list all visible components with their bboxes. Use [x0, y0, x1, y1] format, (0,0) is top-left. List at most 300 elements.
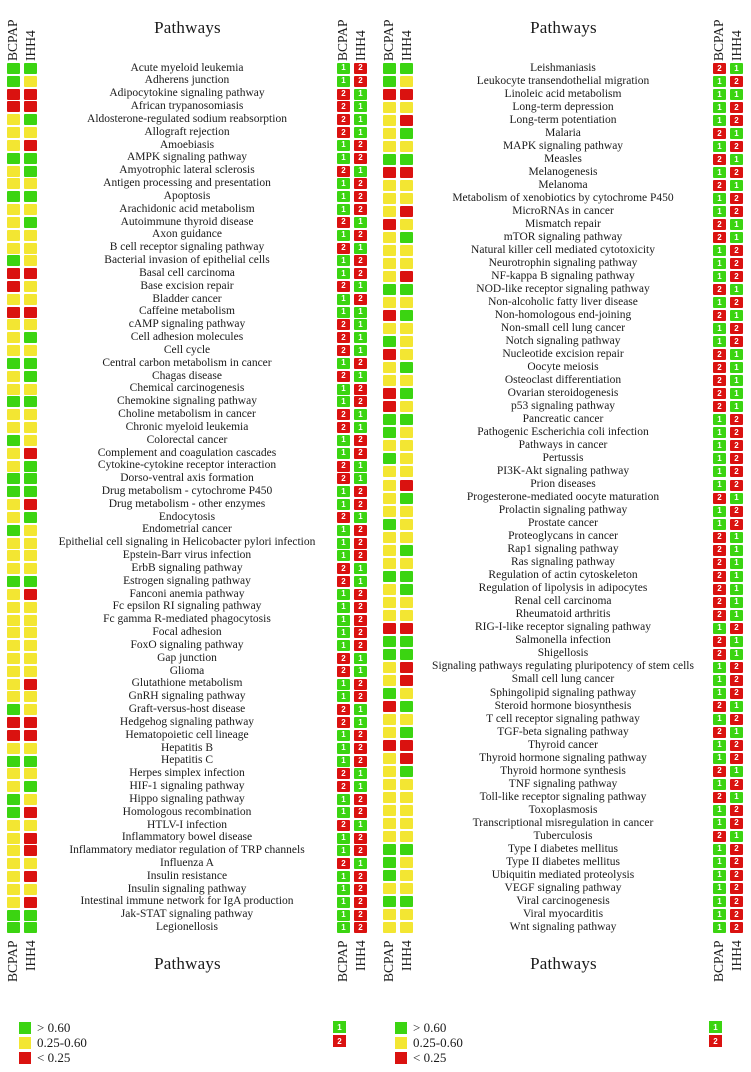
- rank-cell-pair: [713, 297, 743, 308]
- rank-cell-ihh4: 2: [730, 427, 743, 438]
- heat-cell-bcpap: [383, 453, 396, 464]
- pathway-name: Fc epsilon RI signaling pathway: [112, 600, 262, 613]
- heat-cell-bcpap: [7, 409, 20, 420]
- rank-cell-pair: [337, 640, 367, 651]
- rank-cell-pair: [713, 102, 743, 113]
- rank-cell-pair: [337, 153, 367, 164]
- pathway-row: [0, 537, 375, 550]
- pathway-row: [376, 244, 751, 257]
- rank-cell-pair: [713, 636, 743, 647]
- pathway-row: [0, 485, 375, 498]
- heat-cell-bcpap: [7, 255, 20, 266]
- pathway-row: [376, 921, 751, 934]
- heat-cell-bcpap: [383, 245, 396, 256]
- heat-cell-ihh4: [24, 499, 37, 510]
- rank-cell-pair: [337, 538, 367, 549]
- pathway-row: [0, 857, 375, 870]
- pathway-row: [376, 257, 751, 270]
- rank-cell-ihh4: 2: [730, 414, 743, 425]
- heat-cell-pair: [7, 512, 37, 523]
- pathway-row: [376, 739, 751, 752]
- pathway-row: [376, 413, 751, 426]
- heat-cell-ihh4: [400, 102, 413, 113]
- heat-cell-pair: [383, 219, 413, 230]
- heat-cell-ihh4: [24, 525, 37, 536]
- rank-cell-ihh4: 2: [730, 466, 743, 477]
- heat-cell-bcpap: [383, 323, 396, 334]
- rank-cell-ihh4: 2: [354, 730, 367, 741]
- pathway-name: Proteoglycans in cancer: [508, 530, 618, 543]
- heat-cell-bcpap: [7, 307, 20, 318]
- color-scale-legend: [19, 1020, 87, 1065]
- heat-cell-ihh4: [400, 909, 413, 920]
- heat-cell-pair: [7, 794, 37, 805]
- rank-cell-pair: [337, 178, 367, 189]
- right-rank-column-footers: [712, 940, 744, 1006]
- pathway-row: [0, 331, 375, 344]
- heat-cell-pair: [7, 615, 37, 626]
- pathway-row: [0, 280, 375, 293]
- pathway-name: Progesterone-mediated oocyte maturation: [466, 491, 660, 504]
- heat-cell-bcpap: [383, 597, 396, 608]
- rank-cell-pair: [713, 258, 743, 269]
- pathway-name: FoxO signaling pathway: [130, 638, 244, 651]
- pathway-row: [0, 62, 375, 75]
- heat-cell-ihh4: [400, 727, 413, 738]
- rank-cell-ihh4: 2: [730, 753, 743, 764]
- rank-cell-ihh4: 2: [730, 297, 743, 308]
- rank-cell-bcpap: 1: [337, 910, 350, 921]
- heat-cell-bcpap: [383, 154, 396, 165]
- heat-cell-bcpap: [383, 167, 396, 178]
- heat-cell-bcpap: [7, 653, 20, 664]
- pathway-row: [0, 75, 375, 88]
- heat-cell-pair: [7, 268, 37, 279]
- pathway-row: [376, 62, 751, 75]
- rank-cell-ihh4: 2: [354, 268, 367, 279]
- heat-cell-ihh4: [400, 362, 413, 373]
- rank-cell-bcpap: 2: [337, 461, 350, 472]
- color-scale-legend: [395, 1020, 463, 1065]
- heat-cell-pair: [7, 127, 37, 138]
- heat-cell-bcpap: [383, 545, 396, 556]
- rank-cell-bcpap: 2: [337, 653, 350, 664]
- heat-cell-pair: [7, 230, 37, 241]
- pathway-row: [0, 909, 375, 922]
- pathway-row: [376, 583, 751, 596]
- pathway-row: [376, 153, 751, 166]
- heat-cell-pair: [7, 319, 37, 330]
- pathway-row: [0, 832, 375, 845]
- rank-cell-bcpap: 1: [713, 740, 726, 751]
- rank-cell-ihh4: 1: [354, 576, 367, 587]
- column-footer-ihh4: IHH4: [399, 940, 414, 971]
- heat-cell-ihh4: [400, 701, 413, 712]
- legend-label: < 0.25: [37, 1050, 71, 1065]
- pathway-row: [0, 88, 375, 101]
- column-footer-bcpap: BCPAP: [711, 940, 726, 982]
- rank-cell-ihh4: 2: [730, 506, 743, 517]
- pathway-name: GnRH signaling pathway: [128, 690, 246, 703]
- pathway-name: ErbB signaling pathway: [131, 561, 243, 574]
- heat-cell-bcpap: [7, 191, 20, 202]
- column-header-ihh4: IHH4: [23, 30, 38, 61]
- pathway-name: Legionellosis: [156, 921, 218, 934]
- heat-cell-ihh4: [24, 448, 37, 459]
- pathway-row: [376, 687, 751, 700]
- rank-cell-ihh4: 2: [354, 922, 367, 933]
- heat-cell-bcpap: [383, 115, 396, 126]
- pathway-row: [376, 309, 751, 322]
- rank-cell-bcpap: 2: [337, 563, 350, 574]
- column-footer-bcpap: BCPAP: [335, 940, 350, 982]
- pathway-row: [376, 609, 751, 622]
- rank-cell-bcpap: 2: [713, 375, 726, 386]
- rank-cell-bcpap: 2: [337, 781, 350, 792]
- heat-cell-ihh4: [24, 756, 37, 767]
- rank-cell-ihh4: 2: [730, 675, 743, 686]
- rank-cell-bcpap: 1: [713, 193, 726, 204]
- rank-cell-ihh4: 2: [730, 909, 743, 920]
- pathway-row: [376, 479, 751, 492]
- heat-cell-pair: [383, 440, 413, 451]
- pathway-name: Viral carcinogenesis: [516, 894, 610, 907]
- heat-cell-bcpap: [383, 63, 396, 74]
- heat-cell-pair: [383, 284, 413, 295]
- left-heat-column-headers: [6, 1, 38, 61]
- heat-cell-pair: [7, 910, 37, 921]
- heat-cell-ihh4: [400, 427, 413, 438]
- rank-cell-ihh4: 2: [354, 897, 367, 908]
- heat-cell-pair: [383, 909, 413, 920]
- rank-cell-ihh4: 1: [354, 422, 367, 433]
- pathway-row: [0, 254, 375, 267]
- heat-cell-bcpap: [7, 550, 20, 561]
- pathway-name: Hippo signaling pathway: [129, 792, 245, 805]
- heat-cell-pair: [383, 388, 413, 399]
- column-header-ihh4: IHH4: [399, 30, 414, 61]
- pathway-row: [376, 374, 751, 387]
- rank-cell-bcpap: 2: [337, 332, 350, 343]
- rank-cell-ihh4: 1: [354, 89, 367, 100]
- right-heat-column-headers: [382, 1, 414, 61]
- pathway-name: Chemokine signaling pathway: [117, 395, 257, 408]
- heat-cell-bcpap: [383, 466, 396, 477]
- heat-cell-bcpap: [383, 675, 396, 686]
- heat-cell-ihh4: [24, 768, 37, 779]
- heat-cell-pair: [383, 844, 413, 855]
- rank-cell-pair: [713, 844, 743, 855]
- rank-cell-bcpap: 1: [713, 623, 726, 634]
- rank-cell-pair: [337, 63, 367, 74]
- rank-cell-ihh4: 2: [354, 845, 367, 856]
- legend-item-high: [395, 1020, 463, 1035]
- heat-cell-ihh4: [24, 807, 37, 818]
- pathway-row: [376, 400, 751, 413]
- heat-cell-ihh4: [400, 532, 413, 543]
- rank-cell-ihh4: 2: [730, 76, 743, 87]
- rank-cell-ihh4: 2: [730, 805, 743, 816]
- heat-cell-bcpap: [7, 473, 20, 484]
- rank-cell-ihh4: 2: [730, 336, 743, 347]
- heat-cell-pair: [383, 362, 413, 373]
- heat-cell-ihh4: [400, 336, 413, 347]
- pathway-name: Dorso-ventral axis formation: [120, 472, 254, 485]
- rank-cell-pair: [713, 883, 743, 894]
- heat-cell-ihh4: [400, 571, 413, 582]
- pathway-row: [376, 843, 751, 856]
- heat-cell-bcpap: [7, 294, 20, 305]
- pathway-name: Regulation of actin cytoskeleton: [488, 569, 638, 582]
- rank-cell-bcpap: 1: [337, 756, 350, 767]
- rank-cell-pair: [337, 756, 367, 767]
- rank-cell-ihh4: 2: [354, 640, 367, 651]
- rank-cell-pair: [713, 349, 743, 360]
- heat-cell-bcpap: [7, 166, 20, 177]
- legend-item-high: [19, 1020, 87, 1035]
- heat-cell-pair: [383, 649, 413, 660]
- rank-cell-bcpap: 1: [713, 297, 726, 308]
- heat-cell-pair: [7, 396, 37, 407]
- heat-cell-ihh4: [400, 480, 413, 491]
- heat-cell-pair: [383, 271, 413, 282]
- pathway-name: Acute myeloid leukemia: [130, 61, 244, 74]
- pathway-row: [0, 665, 375, 678]
- rank-cell-ihh4: 2: [354, 756, 367, 767]
- rank-cell-ihh4: 2: [730, 102, 743, 113]
- heat-cell-ihh4: [400, 193, 413, 204]
- heat-cell-pair: [383, 753, 413, 764]
- pathway-name: Influenza A: [160, 857, 214, 869]
- heat-cell-ihh4: [400, 115, 413, 126]
- heat-cell-bcpap: [383, 714, 396, 725]
- rank-cell-pair: [713, 584, 743, 595]
- heat-cell-pair: [7, 371, 37, 382]
- heat-cell-ihh4: [400, 414, 413, 425]
- heat-cell-bcpap: [7, 781, 20, 792]
- rank-cell-bcpap: 1: [337, 448, 350, 459]
- heat-cell-ihh4: [400, 649, 413, 660]
- rank-cell-ihh4: 2: [730, 115, 743, 126]
- heat-cell-bcpap: [7, 63, 20, 74]
- pathway-name: Gap junction: [157, 651, 217, 664]
- heat-cell-ihh4: [400, 922, 413, 933]
- rank-cell-pair: [337, 910, 367, 921]
- pathway-row: [0, 742, 375, 755]
- heat-cell-pair: [383, 336, 413, 347]
- rank-cell-ihh4: 1: [730, 571, 743, 582]
- heat-cell-ihh4: [24, 268, 37, 279]
- legend-swatch-red: [395, 1052, 407, 1064]
- pathway-row: [376, 713, 751, 726]
- heat-cell-bcpap: [383, 193, 396, 204]
- pathway-row: [0, 152, 375, 165]
- heat-cell-ihh4: [400, 128, 413, 139]
- legend-item-mid: [19, 1035, 87, 1050]
- heat-cell-bcpap: [7, 615, 20, 626]
- legend-swatch-green: [395, 1022, 407, 1034]
- heat-cell-pair: [383, 375, 413, 386]
- heat-cell-pair: [383, 180, 413, 191]
- heat-cell-bcpap: [7, 114, 20, 125]
- rank-cell-ihh4: 1: [730, 232, 743, 243]
- heat-cell-ihh4: [24, 704, 37, 715]
- heat-cell-ihh4: [24, 576, 37, 587]
- rank-cell-pair: [337, 332, 367, 343]
- pathway-name: Ubiquitin mediated proteolysis: [491, 868, 635, 881]
- heat-cell-bcpap: [7, 768, 20, 779]
- pathway-row: [0, 793, 375, 806]
- heat-cell-ihh4: [24, 858, 37, 869]
- heat-cell-pair: [383, 623, 413, 634]
- rank-cell-bcpap: 1: [337, 204, 350, 215]
- rank-cell-bcpap: 2: [713, 766, 726, 777]
- rank-cell-ihh4: 1: [730, 701, 743, 712]
- right-footer-band: [376, 938, 751, 1012]
- column-footer-bcpap: BCPAP: [5, 940, 20, 982]
- heat-cell-bcpap: [383, 284, 396, 295]
- pathway-name: Graft-versus-host disease: [128, 703, 246, 716]
- heat-cell-pair: [7, 922, 37, 933]
- heat-cell-ihh4: [400, 167, 413, 178]
- heat-cell-ihh4: [24, 627, 37, 638]
- rank-cell-bcpap: 1: [337, 486, 350, 497]
- heat-cell-pair: [383, 323, 413, 334]
- pathway-name: T cell receptor signaling pathway: [486, 712, 640, 725]
- rank-cell-pair: [337, 114, 367, 125]
- heat-cell-pair: [383, 792, 413, 803]
- heat-cell-bcpap: [7, 512, 20, 523]
- pathway-row: [0, 883, 375, 896]
- heat-cell-bcpap: [7, 371, 20, 382]
- heat-cell-ihh4: [400, 493, 413, 504]
- rank-cell-bcpap: 2: [337, 409, 350, 420]
- heat-cell-bcpap: [7, 204, 20, 215]
- heat-cell-pair: [7, 166, 37, 177]
- heat-cell-ihh4: [400, 310, 413, 321]
- heat-cell-pair: [7, 473, 37, 484]
- rank-cell-pair: [337, 422, 367, 433]
- pathway-row: [0, 177, 375, 190]
- heat-cell-bcpap: [383, 896, 396, 907]
- pathway-name: Chagas disease: [152, 369, 222, 382]
- heat-cell-bcpap: [383, 831, 396, 842]
- pathway-row: [0, 190, 375, 203]
- rank-cell-bcpap: 2: [337, 717, 350, 728]
- heat-cell-ihh4: [24, 679, 37, 690]
- rank-cell-ihh4: 1: [730, 727, 743, 738]
- rank-cell-bcpap: 2: [713, 180, 726, 191]
- left-footer-band: [0, 938, 375, 1012]
- rank-cell-bcpap: 2: [713, 649, 726, 660]
- rank-cell-bcpap: 2: [713, 571, 726, 582]
- rank-cell-pair: [713, 167, 743, 178]
- heat-cell-bcpap: [383, 401, 396, 412]
- rank-cell-ihh4: 1: [730, 219, 743, 230]
- heat-cell-ihh4: [24, 794, 37, 805]
- heat-cell-bcpap: [7, 384, 20, 395]
- rank-cell-bcpap: 1: [713, 336, 726, 347]
- pathway-name: Jak-STAT signaling pathway: [120, 908, 254, 921]
- heat-cell-bcpap: [383, 206, 396, 217]
- rank-cell-pair: [337, 602, 367, 613]
- heat-cell-pair: [7, 448, 37, 459]
- heat-cell-bcpap: [7, 730, 20, 741]
- pathways-footer-title: Pathways: [530, 954, 597, 973]
- heat-cell-pair: [7, 243, 37, 254]
- heat-cell-pair: [7, 679, 37, 690]
- rank-cell-pair: [713, 89, 743, 100]
- rank-cell-bcpap: 1: [337, 807, 350, 818]
- heat-cell-ihh4: [400, 284, 413, 295]
- rank-cell-bcpap: 2: [337, 704, 350, 715]
- rank-cell-ihh4: 2: [730, 206, 743, 217]
- rank-cell-pair: [337, 76, 367, 87]
- heat-cell-bcpap: [383, 909, 396, 920]
- pathway-row: [0, 473, 375, 486]
- rank-cell-pair: [337, 679, 367, 690]
- rank-cell-bcpap: 2: [713, 128, 726, 139]
- heat-cell-pair: [383, 636, 413, 647]
- pathway-name: Thyroid hormone signaling pathway: [479, 751, 647, 764]
- rank-cell-bcpap: 1: [713, 909, 726, 920]
- rank-cell-bcpap: 1: [713, 818, 726, 829]
- heat-cell-ihh4: [24, 178, 37, 189]
- pathway-row: [0, 652, 375, 665]
- rank-cell-pair: [337, 833, 367, 844]
- heat-cell-bcpap: [7, 127, 20, 138]
- heat-cell-ihh4: [24, 371, 37, 382]
- rank-cell-bcpap: 2: [713, 310, 726, 321]
- rank-cell-ihh4: 1: [354, 704, 367, 715]
- right-heat-column-footers: [382, 940, 414, 1006]
- rank-cell-pair: [713, 493, 743, 504]
- pathway-name: Autoimmune thyroid disease: [120, 215, 254, 228]
- pathways-title: Pathways: [530, 18, 597, 37]
- pathway-row: [376, 387, 751, 400]
- legend-swatch-yellow: [395, 1037, 407, 1049]
- heat-cell-pair: [383, 427, 413, 438]
- pathway-row: [376, 179, 751, 192]
- heat-cell-ihh4: [24, 255, 37, 266]
- rank-cell-pair: [713, 232, 743, 243]
- pathway-name: Allograft rejection: [144, 125, 230, 138]
- heat-cell-ihh4: [24, 409, 37, 420]
- legend-item-mid: [395, 1035, 463, 1050]
- rank-cell-pair: [337, 243, 367, 254]
- pathway-row: [376, 452, 751, 465]
- rank-legend-2: 2: [333, 1035, 346, 1047]
- rank-cell-bcpap: 2: [713, 63, 726, 74]
- rank-cell-ihh4: 2: [730, 740, 743, 751]
- pathway-name: Central carbon metabolism in cancer: [102, 356, 272, 369]
- heat-cell-ihh4: [24, 358, 37, 369]
- heat-cell-bcpap: [383, 519, 396, 530]
- pathway-name: Renal cell carcinoma: [514, 595, 612, 608]
- heat-cell-pair: [7, 191, 37, 202]
- panel-rows: [0, 62, 375, 934]
- rank-cell-bcpap: 1: [337, 679, 350, 690]
- heat-cell-bcpap: [383, 870, 396, 881]
- pathway-row: [376, 596, 751, 609]
- heat-cell-ihh4: [24, 486, 37, 497]
- column-footer-ihh4: IHH4: [23, 940, 38, 971]
- rank-cell-bcpap: 2: [713, 388, 726, 399]
- heat-cell-ihh4: [400, 545, 413, 556]
- heat-cell-pair: [383, 857, 413, 868]
- rank-cell-pair: [337, 409, 367, 420]
- pathway-name: Pathways in cancer: [518, 439, 608, 452]
